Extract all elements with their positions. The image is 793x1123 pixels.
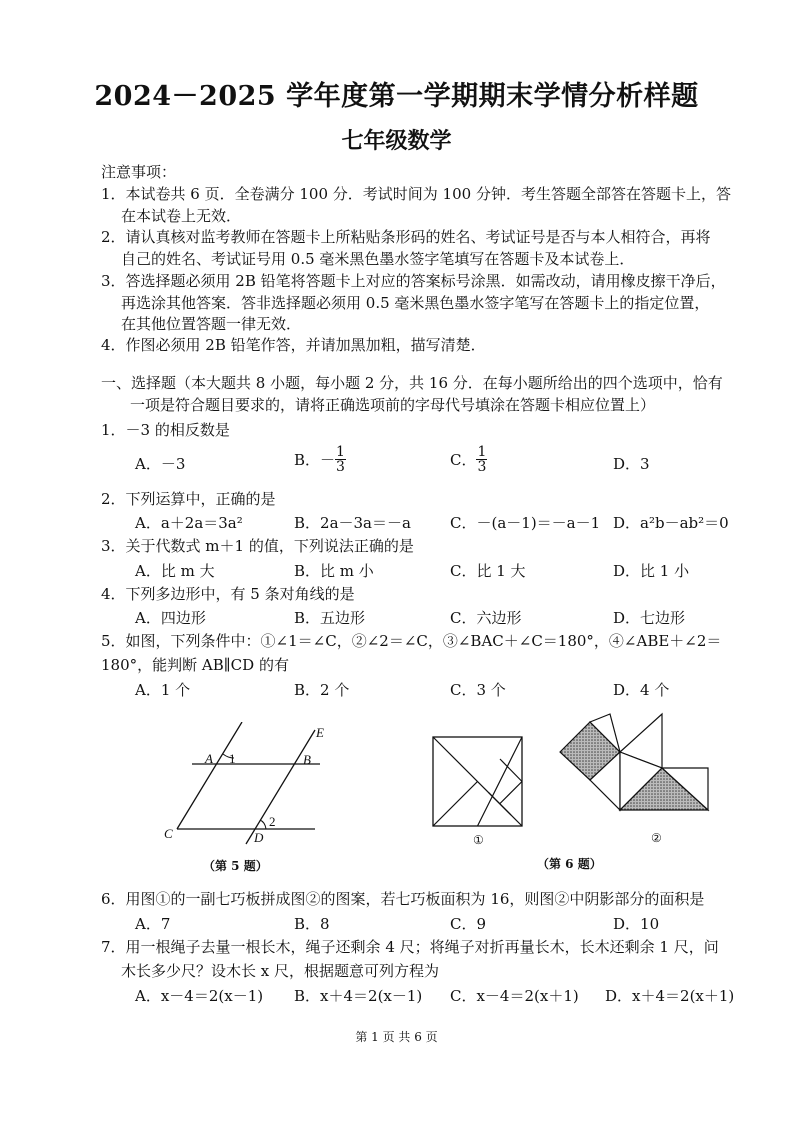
figure-5-caption: （第 5 题） <box>203 859 268 873</box>
q1-option-d: D．3 <box>613 455 650 473</box>
q6-option-b: B．8 <box>294 915 330 933</box>
fig5-label-e: E <box>316 725 324 740</box>
q5-option-a: A．1 个 <box>135 681 191 699</box>
figure-6-bird-pattern <box>558 712 718 830</box>
note-line: 1．本试卷共 6 页．全卷满分 100 分．考试时间为 100 分钟．考生答题全部答在答题卡上，答 <box>101 185 731 203</box>
question-1-stem: 1．－3 的相反数是 <box>101 421 230 439</box>
q4-option-b: B．五边形 <box>294 609 366 627</box>
fig5-label-a: A <box>205 751 213 766</box>
q5-option-b: B．2 个 <box>294 681 350 699</box>
exam-subtitle: 七年级数学 <box>341 128 452 154</box>
q7-option-d: D．x＋4＝2(x＋1) <box>605 987 735 1005</box>
q2-option-c: C．－(a－1)＝－a－1 <box>450 514 601 532</box>
fig5-label-c: C <box>164 826 173 841</box>
q5-option-c: C．3 个 <box>450 681 506 699</box>
q4-option-c: C．六边形 <box>450 609 522 627</box>
line-ac <box>177 722 242 829</box>
question-4-stem: 4．下列多边形中，有 5 条对角线的是 <box>101 585 355 603</box>
q6-option-a: A．7 <box>135 915 171 933</box>
q7-option-a: A．x－4＝2(x－1) <box>135 987 264 1005</box>
q2-option-b: B．2a－3a＝－a <box>294 514 411 532</box>
page-footer: 第 1 页 共 6 页 <box>355 1030 438 1044</box>
question-6-stem: 6．用图①的一副七巧板拼成图②的图案，若七巧板面积为 16，则图②中阴影部分的面积是 <box>101 890 705 908</box>
q3-option-d: D．比 1 小 <box>613 562 690 580</box>
figure-5-diagram <box>160 722 340 848</box>
section-heading-cont: 一项是符合题目要求的，请将正确选项前的字母代号填涂在答题卡相应位置上） <box>130 396 656 414</box>
angle-2-arc <box>260 820 266 829</box>
q4-option-d: D．七边形 <box>613 609 686 627</box>
note-line: 在本试卷上无效． <box>121 207 242 225</box>
q3-option-a: A．比 m 大 <box>135 562 215 580</box>
fig5-label-b: B <box>303 752 311 767</box>
section-heading: 一、选择题（本大题共 8 小题，每小题 2 分，共 16 分．在每小题所给出的四个选项中，恰有 <box>101 374 723 392</box>
question-5-stem-cont: 180°，能判断 AB∥CD 的有 <box>101 656 289 674</box>
question-7-stem: 7．用一根绳子去量一根长木，绳子还剩余 4 尺；将绳子对折再量长木，长木还剩余 1 尺，问 <box>101 938 719 956</box>
note-line: 自己的姓名、考试证号用 0.5 毫米黑色墨水签字笔填写在答题卡及本试卷上． <box>121 250 635 268</box>
note-line: 4．作图必须用 2B 铅笔作答，并请加黑加粗，描写清楚． <box>101 336 486 354</box>
q2-option-a: A．a＋2a＝3a² <box>135 514 243 532</box>
fig5-label-1: 1 <box>229 751 236 766</box>
q1-option-b: B．－ $\frac{1}{3}$ <box>294 444 345 475</box>
notes-heading: 注意事项： <box>101 163 177 181</box>
question-5-stem: 5．如图，下列条件中：①∠1＝∠C，②∠2＝∠C，③∠BAC＋∠C＝180°，④∠ABE＋∠2＝ <box>101 632 722 650</box>
q7-option-b: B．x＋4＝2(x－1) <box>294 987 423 1005</box>
q5-option-d: D．4 个 <box>613 681 670 699</box>
q3-option-c: C．比 1 大 <box>450 562 526 580</box>
q1-option-c: C． $\frac{1}{3}$ <box>450 444 487 475</box>
fig5-label-d: D <box>254 830 264 845</box>
q1-option-a: A．－3 <box>135 455 186 473</box>
question-7-stem-cont: 木长多少尺？设木长 x 尺，根据题意可列方程为 <box>121 962 439 980</box>
question-2-stem: 2．下列运算中，正确的是 <box>101 490 276 508</box>
fig6-label-2: ② <box>651 831 662 845</box>
q6-option-d: D．10 <box>613 915 660 933</box>
exam-title: 2024－2025 学年度第一学期期末学情分析样题 <box>94 81 699 112</box>
q7-option-c: C．x－4＝2(x＋1) <box>450 987 579 1005</box>
q6-option-c: C．9 <box>450 915 487 933</box>
q3-option-b: B．比 m 小 <box>294 562 374 580</box>
figure-6-tangram-square <box>432 736 524 828</box>
figure-6-caption: （第 6 题） <box>537 857 602 871</box>
line-eb <box>246 730 315 844</box>
note-line: 3．答选择题必须用 2B 铅笔将答题卡上对应的答案标号涂黑．如需改动，请用橡皮擦干净后， <box>101 272 726 290</box>
q4-option-a: A．四边形 <box>135 609 206 627</box>
question-3-stem: 3．关于代数式 m＋1 的值，下列说法正确的是 <box>101 537 414 555</box>
fig6-label-1: ① <box>473 833 484 847</box>
note-line: 在其他位置答题一律无效． <box>121 315 302 333</box>
fig5-label-2: 2 <box>269 814 276 829</box>
note-line: 2．请认真核对监考教师在答题卡上所粘贴条形码的姓名、考试证号是否与本人相符合，再将 <box>101 228 711 246</box>
note-line: 再选涂其他答案．答非选择题必须用 0.5 毫米黑色墨水签字笔写在答题卡上的指定位置， <box>121 294 710 312</box>
q2-option-d: D．a²b－ab²＝0 <box>613 514 729 532</box>
